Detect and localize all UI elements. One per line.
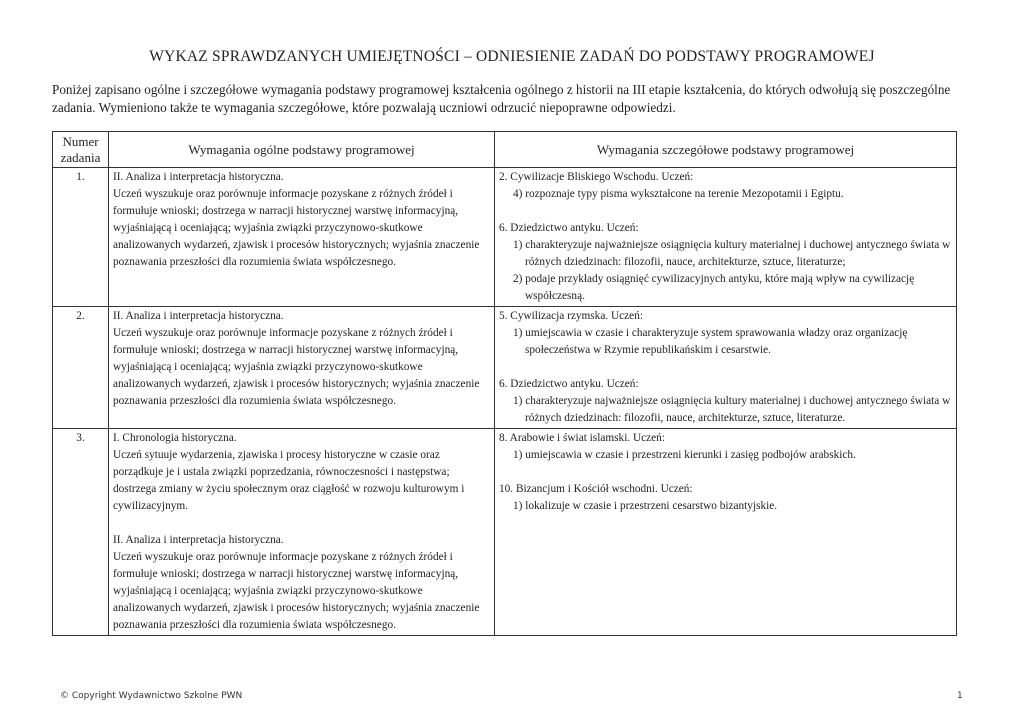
detailed-block (499, 220, 953, 305)
detailed-block (499, 430, 953, 464)
task-number: 1. (53, 168, 109, 307)
general-heading: II. Analiza i interpretacja historyczna. (113, 310, 284, 322)
general-block (113, 430, 491, 515)
header-number: Numer zadania (53, 132, 109, 168)
detailed-heading: 8. Arabowie i świat islamski. Uczeń: (499, 432, 665, 444)
detailed-item: 1) umiejscawia w czasie i przestrzeni kierunki i zasięg podbojów arabskich. (513, 449, 856, 461)
general-block (113, 532, 491, 634)
detailed-item: 1) umiejscawia w czasie i charakteryzuje system sprawowania władzy oraz organizację społeczeństwa w Rzymie republikańskim i cesarstwie. (513, 327, 908, 356)
detailed-item: 1) charakteryzuje najważniejsze osiągnięcia kultury materialnej i duchowej antycznego świata w różnych dziedzinach: filozofii, nauce, architekturze, sztuce, literaturze; (513, 239, 951, 268)
general-text: Uczeń sytuuje wydarzenia, zjawiska i procesy historyczne w czasie oraz porządkuje je i ustala związki poprzedzania, równoczesności i następstwa; dostrzega zmiany w życiu społecznym oraz ciągłość w rozwoju kulturowym i cywilizacyjnym. (113, 449, 465, 512)
general-block (113, 308, 491, 410)
detailed-block (499, 376, 953, 427)
table-row (53, 307, 957, 429)
general-requirements (109, 307, 495, 429)
table-header-row (53, 132, 957, 168)
detailed-item: 1) charakteryzuje najważniejsze osiągnięcia kultury materialnej i duchowej antycznego świata w różnych dziedzinach: filozofii, nauce, architekturze, sztuce, literaturze. (513, 395, 951, 424)
detailed-heading: 2. Cywilizacje Bliskiego Wschodu. Uczeń: (499, 171, 694, 183)
detailed-block (499, 308, 953, 359)
detailed-block (499, 481, 953, 515)
general-requirements (109, 168, 495, 307)
table-row (53, 168, 957, 307)
general-block (113, 169, 491, 271)
requirements-table (52, 131, 957, 636)
detailed-requirements (495, 429, 957, 636)
detailed-requirements (495, 307, 957, 429)
general-heading: II. Analiza i interpretacja historyczna. (113, 534, 284, 546)
detailed-heading: 6. Dziedzictwo antyku. Uczeń: (499, 378, 639, 390)
detailed-requirements (495, 168, 957, 307)
general-heading: I. Chronologia historyczna. (113, 432, 237, 444)
header-general: Wymagania ogólne podstawy programowej (109, 132, 495, 168)
detailed-block (499, 169, 953, 203)
general-text: Uczeń wyszukuje oraz porównuje informacje pozyskane z różnych źródeł i formułuje wnioski; dostrzega w narracji historycznej warstwę informacyjną, wyjaśniającą i oceniającą; wyjaśnia związki przyczynowo-skutkowe analizowanych wydarzeń, zjawisk i procesów historycznych; wyjaśnia znaczenie poznawania przeszłości dla rozumienia świata współczesnego. (113, 551, 480, 631)
detailed-item: 2) podaje przykłady osiągnięć cywilizacyjnych antyku, które mają wpływ na cywilizację współczesną. (513, 273, 915, 302)
page-number: 1 (957, 691, 963, 701)
task-number: 2. (53, 307, 109, 429)
general-text: Uczeń wyszukuje oraz porównuje informacje pozyskane z różnych źródeł i formułuje wnioski; dostrzega w narracji historycznej warstwę informacyjną, wyjaśniającą i oceniającą; wyjaśnia związki przyczynowo-skutkowe analizowanych wydarzeń, zjawisk i procesów historycznych; wyjaśnia znaczenie poznawania przeszłości dla rozumienia świata współczesnego. (113, 188, 480, 268)
detailed-heading: 5. Cywilizacja rzymska. Uczeń: (499, 310, 643, 322)
general-text: Uczeń wyszukuje oraz porównuje informacje pozyskane z różnych źródeł i formułuje wnioski; dostrzega w narracji historycznej warstwę informacyjną, wyjaśniającą i oceniającą; wyjaśnia związki przyczynowo-skutkowe analizowanych wydarzeń, zjawisk i procesów historycznych; wyjaśnia znaczenie poznawania przeszłości dla rozumienia świata współczesnego. (113, 327, 480, 407)
general-requirements (109, 429, 495, 636)
detailed-heading: 6. Dziedzictwo antyku. Uczeń: (499, 222, 639, 234)
general-heading: II. Analiza i interpretacja historyczna. (113, 171, 284, 183)
detailed-heading: 10. Bizancjum i Kościół wschodni. Uczeń: (499, 483, 693, 495)
page-title: WYKAZ SPRAWDZANYCH UMIEJĘTNOŚCI – ODNIESIENIE ZADAŃ DO PODSTAWY PROGRAMOWEJ (149, 48, 875, 65)
table-row (53, 429, 957, 636)
task-number: 3. (53, 429, 109, 636)
detailed-item: 4) rozpoznaje typy pisma wykształcone na terenie Mezopotamii i Egiptu. (513, 188, 844, 200)
intro-paragraph: Poniżej zapisano ogólne i szczegółowe wymagania podstawy programowej kształcenia ogólnego z historii na III etapie kształcenia, do których odwołują się poszczególne zadania. Wymieniono także te wymagania szczegółowe, które pozwalają uczniowi odrzucić niepoprawne odpowiedzi. (52, 82, 951, 115)
header-detailed: Wymagania szczegółowe podstawy programowej (495, 132, 957, 168)
copyright-notice: © Copyright Wydawnictwo Szkolne PWN (60, 691, 243, 701)
detailed-item: 1) lokalizuje w czasie i przestrzeni cesarstwo bizantyjskie. (513, 500, 778, 512)
